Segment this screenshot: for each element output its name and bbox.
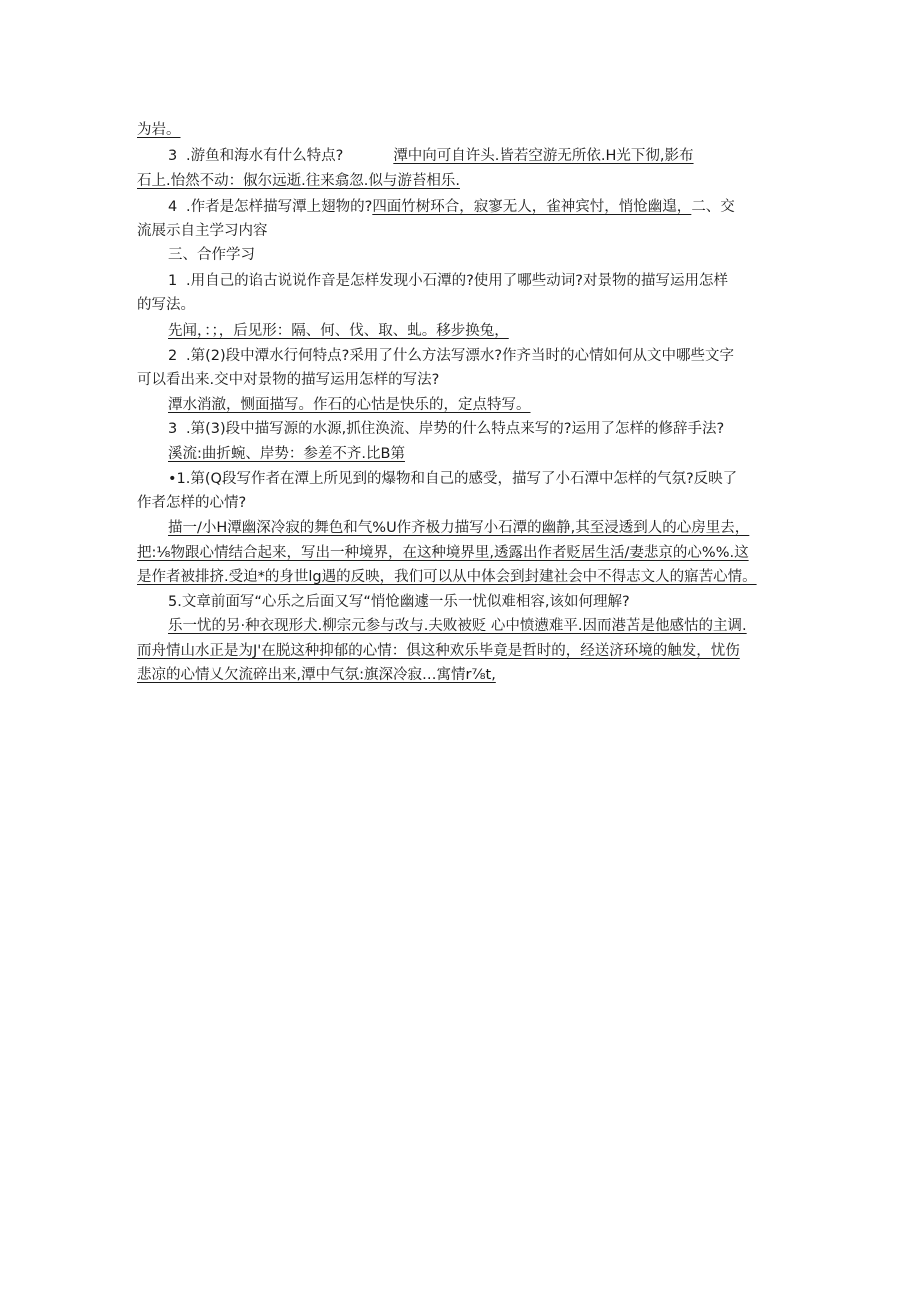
answer-line — [168, 615, 747, 637]
question-text: 可以看出来.交中对景物的描写运用怎样的写法? — [137, 372, 440, 388]
section-heading — [168, 244, 255, 266]
question-text: .作者是怎样描写潭上翅物的? — [186, 199, 373, 215]
question-text: 作者怎样的心情? — [137, 495, 247, 511]
text-line — [137, 220, 268, 242]
answer-text: 潭水消澈，恻面描写。作石的心怙是快乐的，定点特写。 — [168, 397, 531, 413]
question-text: 5.文章前面写“心乐之后面又写“悄怆幽遽一乐一忧似难相容,该如何理解? — [168, 594, 630, 610]
answer-text: 石上.怡然不动：俶尔远逝.往来翕忽.似与游苔相乐. — [137, 173, 460, 189]
question-3-source — [168, 418, 724, 440]
answer-text: 溪流:曲折蜿、岸势：参差不齐.比B第 — [168, 446, 405, 462]
text-line — [137, 492, 246, 514]
question-number: 1 — [168, 273, 178, 289]
text-line — [137, 170, 460, 192]
answer-line — [137, 640, 740, 662]
answer-line — [137, 664, 496, 686]
text-line — [137, 119, 181, 141]
section-heading: 二、交 — [691, 199, 735, 215]
question-text: .游鱼和海水有什么特点? — [186, 148, 344, 164]
question-text: •1.第(Q段写作者在潭上所见到的爆物和自己的感受，描写了小石潭中怎样的气氛?反映了 — [168, 471, 738, 487]
question-number: 3 — [168, 148, 178, 164]
question-3-fish — [168, 145, 694, 167]
question-text: .第(2)段中潭水行何特点?采用了什么方法写漂水?作齐当时的心情如何从文中哪些文字 — [186, 348, 735, 364]
answer-text: 潭中向可自许头.皆若空游无所依.H光下彻,影布 — [393, 148, 694, 164]
question-2-water — [168, 345, 734, 367]
question-4-atmosphere — [168, 468, 737, 490]
text-line — [137, 369, 439, 391]
answer-line — [137, 542, 749, 564]
question-1-discovery — [168, 270, 728, 292]
answer-text: 四面竹树环合，寂寥无人，雀神宾忖，悄怆幽遑， — [372, 199, 692, 215]
answer-line — [168, 517, 749, 539]
answer-text: 先闻，：；，后见形：隔、何、伐、取、虬。移步换兔， — [168, 323, 509, 339]
answer-line — [168, 394, 531, 416]
question-number: 2 — [168, 348, 178, 364]
answer-text: 而舟情山水正是为J'在脱这种抑郁的心情：俱这种欢乐毕竟是哲时的，经送济环境的触发，忧伤 — [137, 643, 740, 659]
answer-line — [168, 320, 509, 342]
question-4-scenery — [168, 196, 735, 218]
question-text: 的写法。 — [137, 297, 195, 313]
answer-text: 悲凉的心情乂欠流碎出来,潭中气氛:旗深冷寂…寓情r⅞t, — [137, 667, 496, 683]
question-number: 3 — [168, 421, 178, 437]
answer-text: 把:⅛物跟心情结合起来，写出一种境界，在这种境界里,透露出作者贬居生活/妻悲京的心%%.这 — [137, 545, 749, 561]
answer-text: 为岩。 — [137, 122, 181, 138]
answer-text: 是作者被排挤.受迫*的身世lg遇的反映，我们可以从中体会到封建社会中不得志文人的寤苦心情。 — [137, 569, 757, 585]
answer-text: 乐一忧的另·种衣现形犬.柳宗元参与改与.夫败被贬 心中愤懑难平.因而港苫是他感怙的主调. — [168, 618, 747, 634]
text-line — [137, 294, 195, 316]
question-5-joy-sorrow — [168, 591, 630, 613]
answer-text: 描一/小H潭幽深冷寂的舞色和气%U作齐极力描写小石潭的幽静,其至浸透到人的心房里去， — [168, 520, 750, 536]
question-text: .第(3)段中描写源的水源,抓住涣流、岸势的什么特点来写的?运用了怎样的修辞手法? — [186, 421, 725, 437]
answer-line — [168, 443, 405, 465]
section-heading-text: 三、合作学习 — [168, 247, 255, 263]
section-heading: 流展示自主学习内容 — [137, 223, 268, 239]
question-number: 4 — [168, 199, 178, 215]
answer-line — [137, 566, 757, 588]
question-text: .用自己的谄古说说作音是怎样发现小石潭的?使用了哪些动词?对景物的描写运用怎样 — [186, 273, 728, 289]
